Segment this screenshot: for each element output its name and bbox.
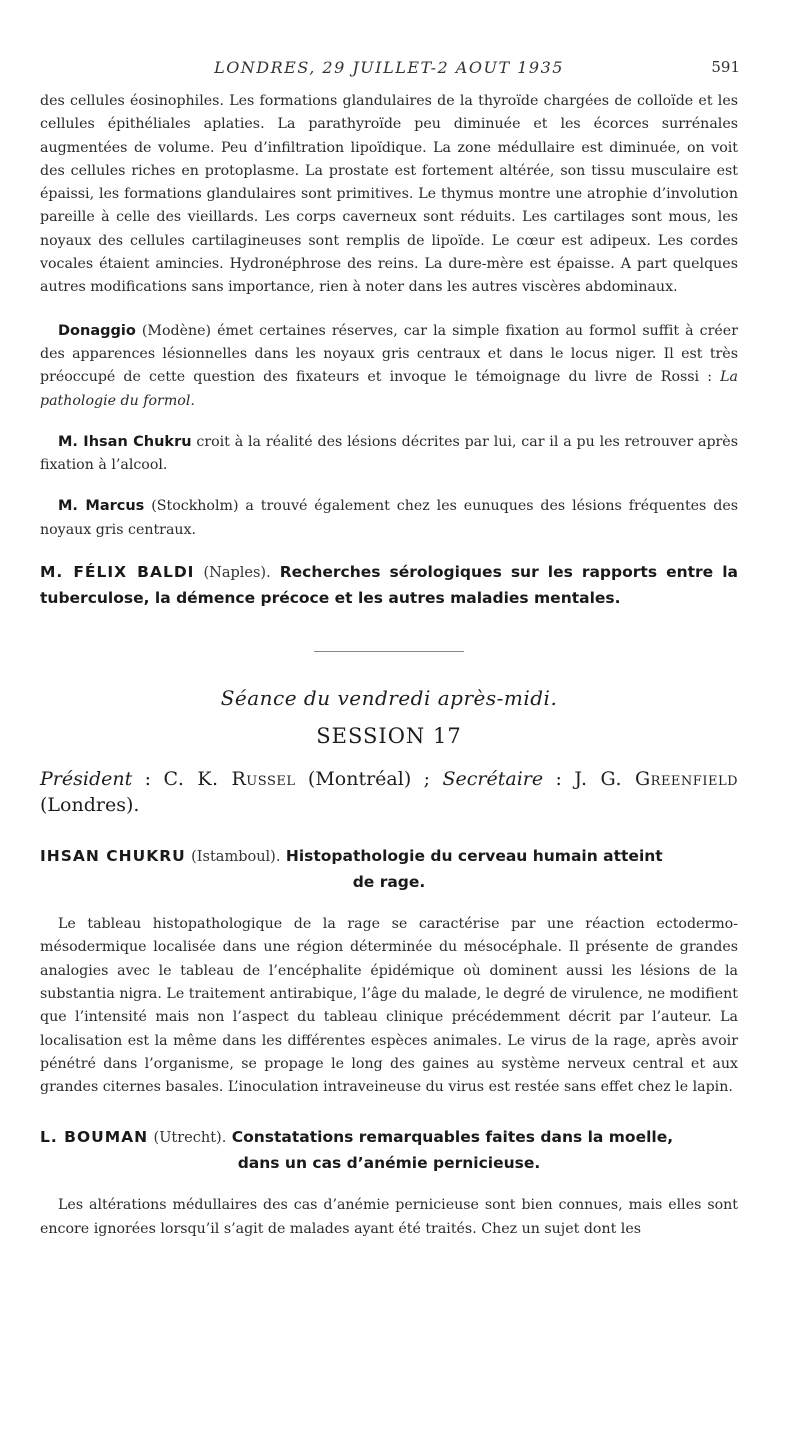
paragraph-chukru-reply	[40, 431, 738, 478]
session-number: SESSION 17	[316, 724, 462, 749]
president-name: C. K. Russel	[163, 768, 296, 791]
running-head	[40, 58, 738, 82]
session-officers: Président : C. K. Russel (Montréal) ; Secrétaire : J. G. Greenfield (Londres).	[40, 768, 738, 817]
communication-title-line-2: de rage.	[352, 873, 426, 892]
running-head-title: LONDRES, 29 JUILLET-2 AOUT 1935	[214, 58, 564, 77]
communication-title-line-1: Histopathologie du cerveau humain atteint	[285, 847, 663, 866]
paragraph-rabies-histopathology: Le tableau histopathologique de la rage se caractérise par une réaction ectodermo-mésodermique localisée dans une région déterminée du mésocéphale. Il présente de grandes analogies avec le tableau de l’encéphalite épidémique où dominent aussi les lésions de la substantia nigra. Le traitement antirabique, l’âge du malade, le degré de virulence, ne modifient que l’intensité mais non l’aspect du tableau clinique précédemment décrit par l’auteur. La localisation est la même dans les différentes espèces animales. Le virus de la rage, après avoir pénétré dans l’organisme, se propage le long des gaines au système nerveux central et aux grandes citernes basales. L’inoculation intraveineuse du virus est restée sans effet chez le lapin.	[40, 916, 738, 1096]
page-number: 591	[711, 58, 740, 76]
paragraph-pernicious-anemia: Les altérations médullaires des cas d’anémie pernicieuse sont bien connues, mais elles sont encore ignorées lorsqu’il s’agit de malades ayant été traités. Chez un sujet dont les	[40, 1197, 738, 1237]
communication-author: IHSAN CHUKRU	[40, 847, 186, 866]
communication-author: L. BOUMAN	[40, 1128, 149, 1147]
communication-header-line	[40, 1125, 738, 1151]
secretary-label: Secrétaire	[442, 768, 544, 791]
communication-chukru	[40, 844, 738, 895]
paragraph-marcus	[40, 495, 738, 542]
communication-place: (Naples).	[203, 565, 271, 582]
paragraph-autopsy-findings: des cellules éosinophiles. Les formations glandulaires de la thyroïde chargées de colloïde et les cellules épithéliales aplaties. La parathyroïde peu diminuée et les écorces surrénales augmentées de volume. Peu d’infiltration lipoïdique. La zone médullaire est diminuée, on voit des cellules riches en protoplasme. La prostate est fortement altérée, son tissu musculaire est épaissi, les formations glandulaires sont primitives. Le thymus montre une atrophie d’involution pareille à celle des vieillards. Les corps caverneux sont réduits. Les cartilages sont mous, les noyaux des cellules cartilagineuses sont remplis de lipoïde. Le cœur est adipeux. Les cordes vocales étaient amincies. Hydronéphrose des reins. La dure-mère est épaisse. A part quelques autres modifications sans importance, rien à noter dans les autres viscères abdominaux.	[40, 93, 738, 296]
president-place: (Montréal) ;	[307, 768, 431, 791]
communication-author: M. FÉLIX BALDI	[40, 563, 195, 582]
section-divider	[314, 651, 464, 652]
communication-bouman	[40, 1125, 738, 1176]
president-label: Président	[40, 768, 133, 791]
communication-title-line-1: Constatations remarquables faites dans la moelle,	[231, 1128, 674, 1147]
communication-baldi	[40, 560, 738, 611]
communication-title-line-2: dans un cas d’anémie pernicieuse.	[237, 1154, 541, 1173]
paragraph-text: (Stockholm) a trouvé également chez les eunuques des lésions fréquentes des noyaux gris centraux.	[40, 498, 739, 538]
communication-title: Recherches sérologiques sur les rapports entre la tuberculose, la démence précoce et les autres maladies mentales.	[40, 563, 738, 608]
paragraph-text: (Modène) émet certaines réserves, car la simple fixation au formol suffit à créer des apparences lésionnelles dans les noyaux gris centraux et dans le locus niger. Il est très préoccupé de cette question des fixateurs et invoque le témoignage du livre de Rossi :	[40, 322, 738, 386]
speaker-name: Donaggio	[58, 322, 136, 339]
communication-place: (Utrecht).	[153, 1130, 227, 1147]
secretary-place: (Londres).	[40, 794, 140, 817]
book-title: La pathologie du formol.	[40, 369, 738, 409]
book-page	[40, 58, 738, 1241]
speaker-name: M. Marcus	[58, 498, 145, 515]
speaker-name: M. Ihsan Chukru	[58, 433, 192, 450]
paragraph-donaggio	[40, 320, 738, 413]
secretary-name: J. G. Greenfield	[574, 768, 738, 791]
session-heading: Séance du vendredi après-midi.	[220, 686, 558, 711]
communication-header-line	[40, 844, 738, 870]
communication-place: (Istamboul).	[191, 849, 281, 866]
paragraph-text: croit à la réalité des lésions décrites par lui, car il a pu les retrouver après fixation à l’alcool.	[40, 433, 738, 474]
